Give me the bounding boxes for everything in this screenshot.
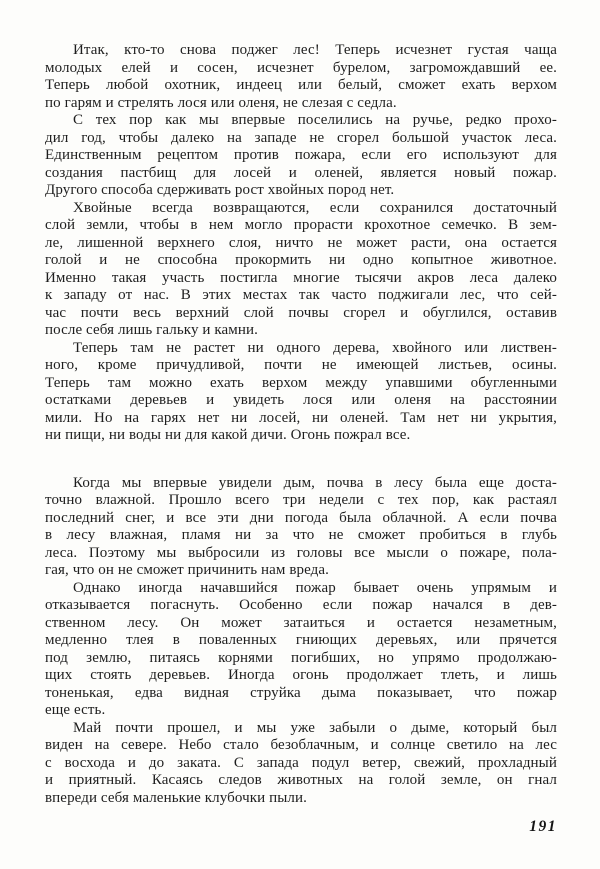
paragraph [45, 42, 557, 112]
text-line: последний снег, и все эти дни погода была облачной. А если почва [45, 509, 557, 526]
text-line: ственном лесу. Он может затаиться и остается незаметным, [45, 614, 557, 631]
paragraph [45, 720, 557, 808]
text-line: создания пастбищ для лосей и оленей, является новый пожар. [45, 164, 557, 181]
text-line: Май почти прошел, и мы уже забыли о дыме, который был [73, 719, 557, 736]
text-line: С тех пор как мы впервые поселились на ручье, редко прохо- [73, 112, 557, 128]
page-number: 191 [529, 818, 557, 835]
page-text [45, 42, 557, 807]
text-line: Теперь там можно ехать верхом между упавшими обугленными [45, 374, 557, 391]
text-line: Другого способа сдерживать рост хвойных пород нет. [45, 182, 395, 198]
text-line: слой земли, чтобы в нем могло прорасти крохотное семечко. В зем- [45, 217, 557, 233]
text-line: мили. Но на гарях нет ни лосей, ни оленей. Там нет ни укрытия, [45, 409, 557, 426]
text-line: остатками деревьев и увидеть лося или оленя на расстоянии [45, 392, 557, 408]
text-line: с восхода и до заката. С запада подул ветер, свежий, прохладный [45, 754, 557, 771]
text-line: под землю, питаясь корнями погибших, но упрямо продолжаю- [45, 649, 557, 666]
text-line: точно влажной. Прошло всего три недели с тех пор, как растаял [45, 492, 557, 508]
text-line: отказывается погаснуть. Особенно если пожар начался в дев- [45, 597, 557, 613]
text-line: час почти весь верхний слой почвы сгорел и обуглился, оставив [45, 304, 557, 321]
text-line: впереди себя маленькие клубочки пыли. [45, 789, 307, 806]
text-line: Когда мы впервые увидели дым, почва в лесу была еще доста- [73, 474, 557, 491]
text-line: ного, кроме причудливой, почти не имеющей листьев, осины. [45, 357, 557, 373]
text-line: по гарям и стрелять лося или оленя, не слезая с седла. [45, 94, 397, 111]
text-line: дил год, чтобы далеко на западе не сгорел большой участок леса. [45, 129, 557, 146]
paragraph [45, 200, 557, 340]
text-line: к западу от нас. В этих местах так часто поджигали лес, что сей- [45, 287, 557, 303]
section-break [45, 445, 557, 475]
text-line: и приятный. Касаясь следов животных на голой земле, он гнал [45, 772, 557, 788]
text-line: тоненькая, едва видная струйка дыма показывает, что пожар [45, 684, 557, 701]
text-line: голой и не способна прокормить ни одно копытное животное. [45, 252, 557, 268]
text-line: ле, лишенной верхнего слоя, ничто не может расти, она остается [45, 234, 557, 251]
text-line: Теперь там не растет ни одного дерева, хвойного или листвен- [73, 339, 557, 356]
text-line: Теперь любой охотник, индеец или белый, сможет ехать верхом [45, 77, 557, 93]
text-line: после себя лишь гальку и камни. [45, 322, 258, 338]
text-line: молодых елей и сосен, исчезнет бурелом, загромождавший ее. [45, 59, 557, 76]
text-line: виден на севере. Небо стало безоблачным, и солнце светило на лес [45, 737, 557, 753]
paragraph [45, 475, 557, 580]
paragraph [45, 580, 557, 720]
text-line: гая, что он не сможет причинить нам вреда. [45, 562, 330, 578]
text-line: в лесу влажная, пламя ни за что не сможет пробиться в глубь [45, 527, 557, 543]
text-line: щих стоять деревьев. Иногда огонь продолжает тлеть, и лишь [45, 667, 557, 683]
text-line: Однако иногда начавшийся пожар бывает очень упрямым и [73, 579, 557, 596]
text-line: еще есть. [45, 702, 106, 718]
text-line: леса. Поэтому мы выбросили из головы все мысли о пожаре, пола- [45, 544, 557, 561]
text-line: Единственным рецептом против пожара, если его используют для [45, 147, 557, 163]
paragraph [45, 340, 557, 445]
paragraph [45, 112, 557, 200]
text-line: Итак, кто-то снова поджег лес! Теперь исчезнет густая чаща [73, 42, 557, 58]
text-line: ни пищи, ни воды ни для какой дичи. Огонь пожрал все. [45, 427, 411, 443]
text-line: Именно такая участь постигла многие тысячи акров леса далеко [45, 269, 557, 286]
text-line: Хвойные всегда возвращаются, если сохранился достаточный [73, 199, 557, 216]
text-line: медленно тлея в поваленных гниющих деревьях, или прячется [45, 632, 557, 648]
